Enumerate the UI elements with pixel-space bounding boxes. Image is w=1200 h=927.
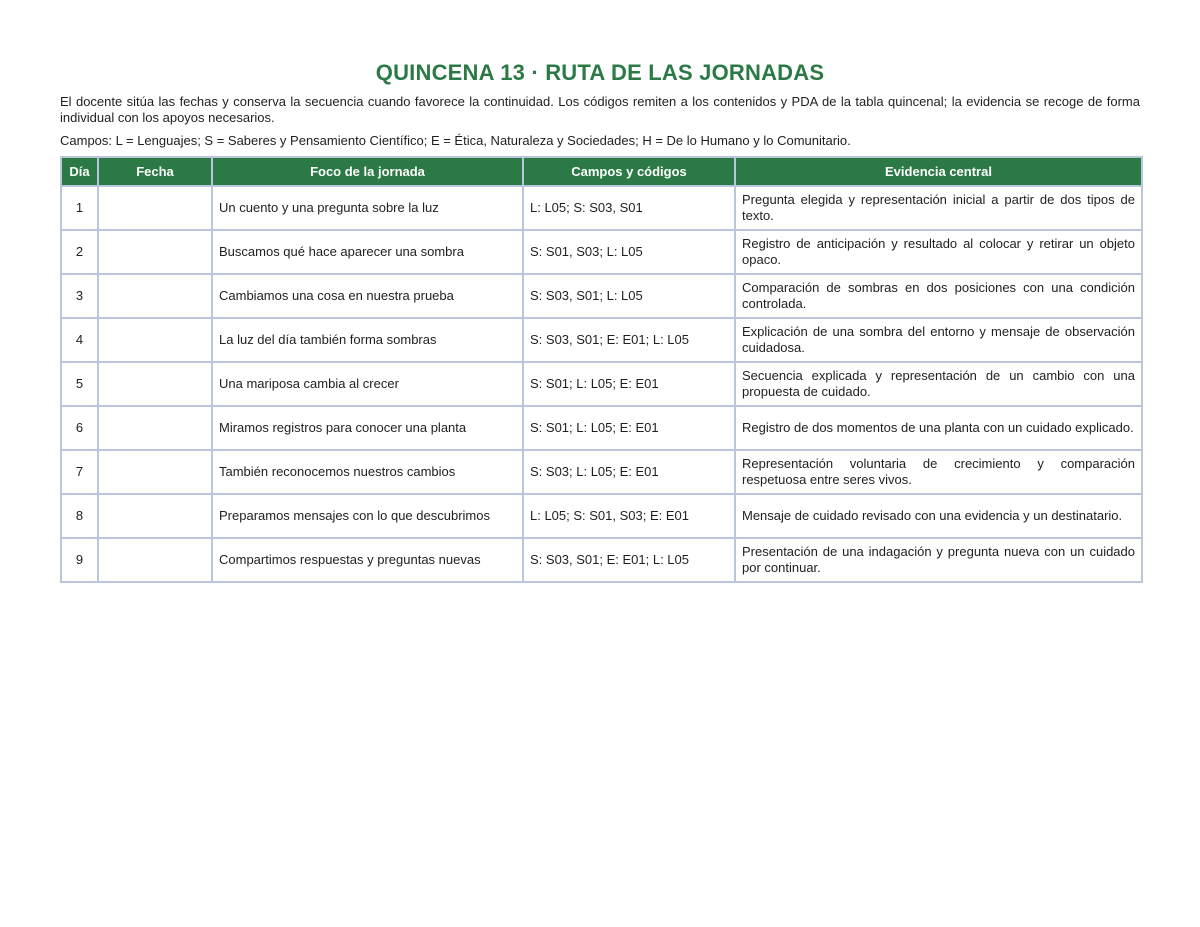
cell-foco: Preparamos mensajes con lo que descubrimos — [212, 494, 523, 538]
table-row — [61, 318, 1142, 362]
header-campos: Campos y códigos — [523, 157, 735, 186]
cell-fecha — [98, 406, 212, 450]
cell-dia: 9 — [61, 538, 98, 582]
cell-fecha — [98, 538, 212, 582]
cell-fecha — [98, 230, 212, 274]
cell-campos: L: L05; S: S01, S03; E: E01 — [523, 494, 735, 538]
header-foco: Foco de la jornada — [212, 157, 523, 186]
table-row — [61, 186, 1142, 230]
cell-evidencia: Representación voluntaria de crecimiento y comparación respetuosa entre seres vivos. — [735, 450, 1142, 494]
cell-fecha — [98, 362, 212, 406]
cell-campos: S: S03; L: L05; E: E01 — [523, 450, 735, 494]
cell-foco: Un cuento y una pregunta sobre la luz — [212, 186, 523, 230]
cell-evidencia: Registro de anticipación y resultado al colocar y retirar un objeto opaco. — [735, 230, 1142, 274]
cell-foco: Cambiamos una cosa en nuestra prueba — [212, 274, 523, 318]
table-row — [61, 362, 1142, 406]
campos-legend: Campos: L = Lenguajes; S = Saberes y Pensamiento Científico; E = Ética, Naturaleza y Sociedades; H = De lo Humano y lo Comunitario. — [60, 133, 851, 148]
cell-evidencia: Presentación de una indagación y pregunta nueva con un cuidado por continuar. — [735, 538, 1142, 582]
page-title: QUINCENA 13 · RUTA DE LAS JORNADAS — [375, 60, 825, 85]
cell-fecha — [98, 450, 212, 494]
header-evidencia: Evidencia central — [735, 157, 1142, 186]
cell-dia: 1 — [61, 186, 98, 230]
cell-evidencia: Pregunta elegida y representación inicial a partir de dos tipos de texto. — [735, 186, 1142, 230]
cell-fecha — [98, 186, 212, 230]
cell-fecha — [98, 318, 212, 362]
table-row — [61, 230, 1142, 274]
cell-campos: S: S03, S01; E: E01; L: L05 — [523, 318, 735, 362]
header-fecha: Fecha — [98, 157, 212, 186]
cell-dia: 6 — [61, 406, 98, 450]
table-row — [61, 494, 1142, 538]
cell-campos: S: S01; L: L05; E: E01 — [523, 362, 735, 406]
cell-campos: S: S01, S03; L: L05 — [523, 230, 735, 274]
cell-campos: L: L05; S: S03, S01 — [523, 186, 735, 230]
table-row — [61, 450, 1142, 494]
cell-foco: Buscamos qué hace aparecer una sombra — [212, 230, 523, 274]
table-header-row — [61, 157, 1142, 186]
cell-campos: S: S01; L: L05; E: E01 — [523, 406, 735, 450]
header-dia: Día — [61, 157, 98, 186]
cell-foco: También reconocemos nuestros cambios — [212, 450, 523, 494]
cell-foco: Compartimos respuestas y preguntas nuevas — [212, 538, 523, 582]
cell-fecha — [98, 274, 212, 318]
cell-foco: Miramos registros para conocer una planta — [212, 406, 523, 450]
cell-evidencia: Mensaje de cuidado revisado con una evidencia y un destinatario. — [735, 494, 1142, 538]
cell-dia: 8 — [61, 494, 98, 538]
cell-foco: La luz del día también forma sombras — [212, 318, 523, 362]
cell-dia: 7 — [61, 450, 98, 494]
route-table — [60, 156, 1143, 583]
cell-campos: S: S03, S01; L: L05 — [523, 274, 735, 318]
cell-foco: Una mariposa cambia al crecer — [212, 362, 523, 406]
cell-evidencia: Registro de dos momentos de una planta con un cuidado explicado. — [735, 406, 1142, 450]
cell-dia: 2 — [61, 230, 98, 274]
intro-paragraph: El docente sitúa las fechas y conserva la secuencia cuando favorece la continuidad. Los códigos remiten a los contenidos y PDA de la tabla quincenal; la evidencia se recoge de forma individual con los apoyos necesarios. — [60, 94, 1140, 125]
cell-dia: 5 — [61, 362, 98, 406]
cell-evidencia: Secuencia explicada y representación de un cambio con una propuesta de cuidado. — [735, 362, 1142, 406]
cell-campos: S: S03, S01; E: E01; L: L05 — [523, 538, 735, 582]
table-row — [61, 406, 1142, 450]
cell-evidencia: Comparación de sombras en dos posiciones con una condición controlada. — [735, 274, 1142, 318]
cell-fecha — [98, 494, 212, 538]
table-row — [61, 274, 1142, 318]
cell-dia: 4 — [61, 318, 98, 362]
cell-evidencia: Explicación de una sombra del entorno y mensaje de observación cuidadosa. — [735, 318, 1142, 362]
cell-dia: 3 — [61, 274, 98, 318]
table-row — [61, 538, 1142, 582]
